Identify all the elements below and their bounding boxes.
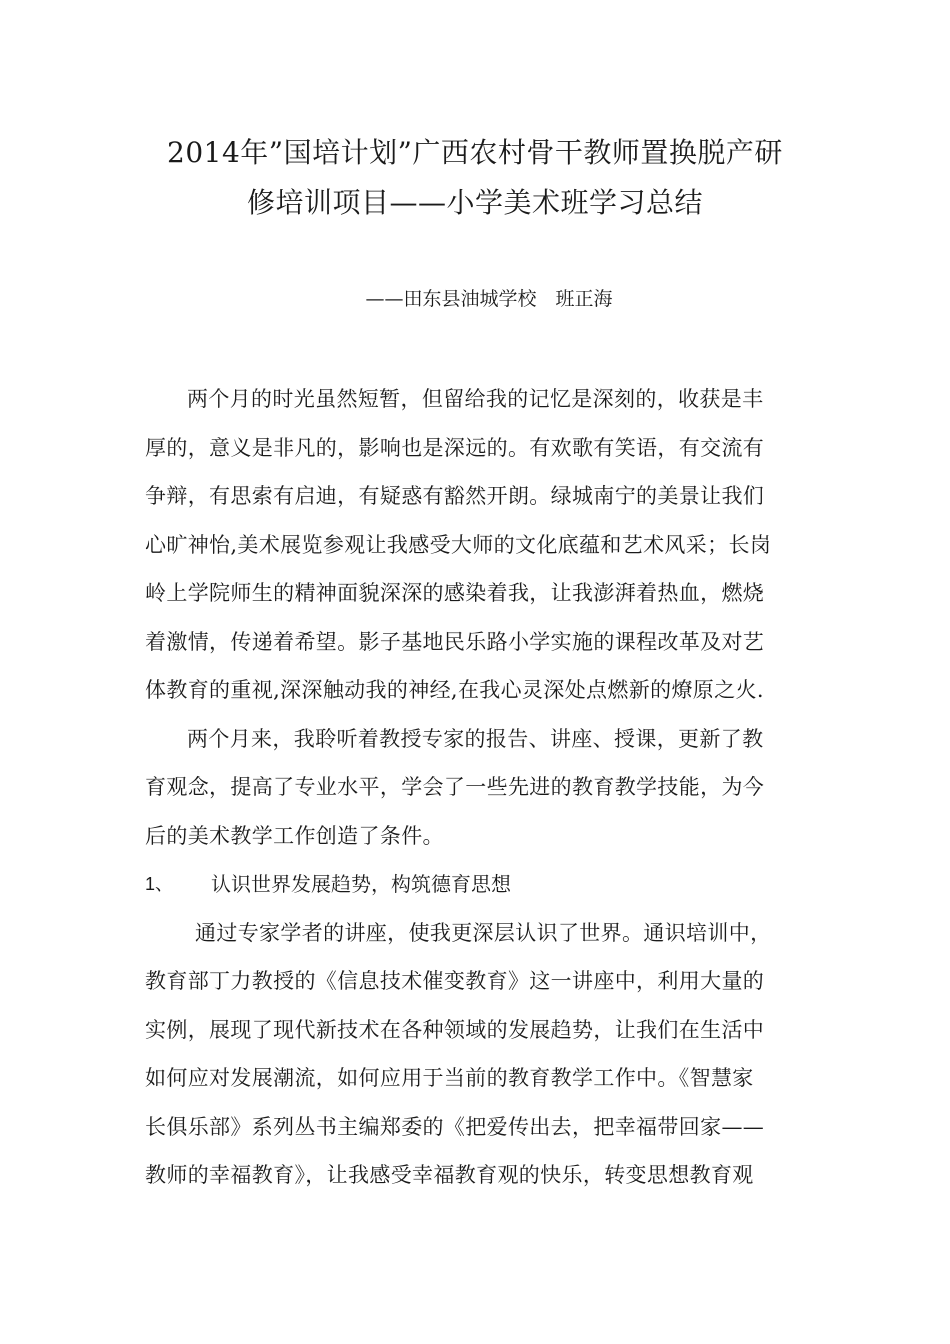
paragraph-line: 岭上学院师生的精神面貌深深的感染着我，让我澎湃着热血，燃烧 — [145, 581, 765, 605]
paragraph-line: 实例，展现了现代新技术在各种领域的发展趋势，让我们在生活中 — [145, 1017, 765, 1042]
paragraph-line: 育观念，提高了专业水平，学会了一些先进的教育教学技能，为今 — [145, 775, 765, 799]
paragraph-line: 心旷神怡,美术展览参观让我感受大师的文化底蕴和艺术风采；长岗 — [145, 532, 772, 557]
paragraph-line: 如何应对发展潮流，如何应用于当前的教育教学工作中。《智慧家 — [145, 1066, 754, 1090]
title-line-2: 修培训项目——小学美术班学习总结 — [246, 186, 703, 219]
paragraph-line: 体教育的重视,深深触动我的神经,在我心灵深处点燃新的燎原之火. — [145, 678, 764, 702]
paragraph-line: 教育部丁力教授的《信息技术催变教育》这一讲座中，利用大量的 — [145, 969, 765, 993]
paragraph-line: 通过专家学者的讲座，使我更深层认识了世界。通识培训中， — [195, 920, 772, 945]
section-heading-text: 认识世界发展趋势，构筑德育思想 — [211, 872, 511, 896]
paragraph-2 — [145, 720, 807, 866]
document-title — [145, 128, 805, 228]
paragraph-line: 着激情，传递着希望。影子基地民乐路小学实施的课程改革及对艺 — [145, 629, 765, 654]
paragraph-line: 教师的幸福教育》，让我感受幸福教育观的快乐，转变思想教育观 — [145, 1163, 754, 1187]
paragraph-3 — [145, 914, 807, 1205]
paragraph-line: 长俱乐部》系列丛书主编郑委的《把爱传出去，把幸福带回家—— — [145, 1114, 765, 1139]
paragraph-line: 厚的，意义是非凡的，影响也是深远的。有欢歌有笑语，有交流有 — [145, 435, 765, 460]
paragraph-line: 争辩，有思索有启迪，有疑惑有豁然开朗。绿城南宁的美景让我们 — [145, 484, 765, 508]
title-line-1: 2014年”国培计划”广西农村骨干教师置换脱产研 — [167, 136, 783, 169]
document-body — [145, 380, 807, 1205]
paragraph-1 — [145, 380, 807, 720]
paragraph-line: 两个月来，我聆听着教授专家的报告、讲座、授课，更新了教 — [187, 726, 764, 751]
section-number: 1、 — [145, 874, 174, 894]
paragraph-line: 两个月的时光虽然短暂，但留给我的记忆是深刻的，收获是丰 — [187, 387, 764, 411]
paragraph-line: 后的美术教学工作创造了条件。 — [145, 823, 444, 848]
author-line: ——田东县油城学校 班正海 — [365, 288, 613, 310]
section-heading-1 — [145, 865, 807, 914]
